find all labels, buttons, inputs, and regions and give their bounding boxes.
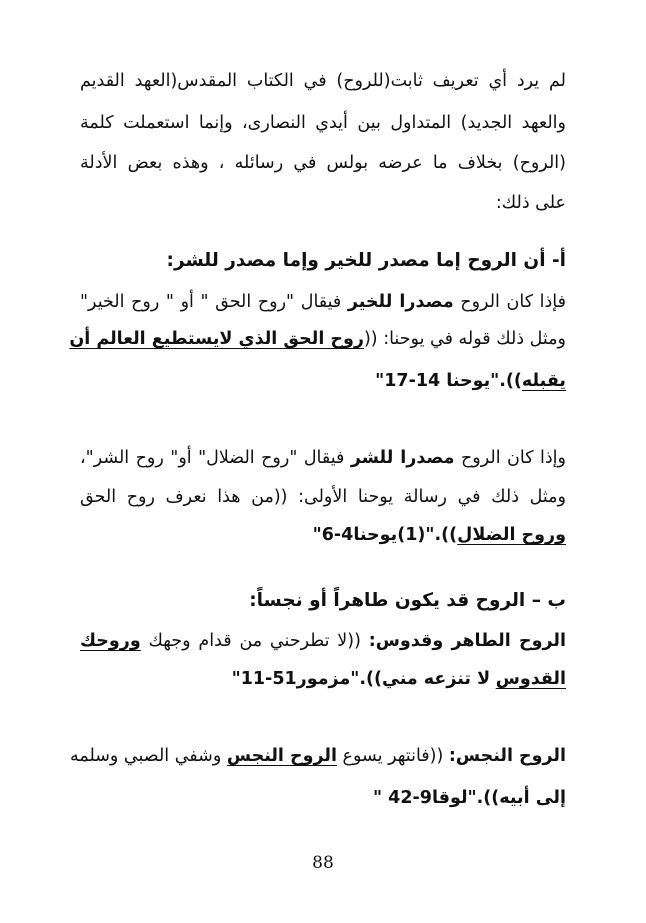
section-a-p2-line-1 — [80, 443, 566, 473]
text-span: وإذا كان الروح — [461, 448, 566, 468]
intro-line-4: على ذلك: — [495, 193, 566, 213]
section-b-p2-line-2: إلى أبيه))."لوقا9-42 " — [372, 788, 566, 808]
underlined-quote: الروح النجس — [226, 746, 337, 766]
text-span: فإذا كان الروح — [460, 292, 566, 312]
section-b-p2-line-1 — [69, 741, 566, 771]
citation: ))."يوحنا 14-17" — [375, 371, 522, 391]
intro-line-1: لم يرد أي تعريف ثابت(للروح) في الكتاب المقدس(العهد القديم — [80, 71, 566, 91]
citation: ))."(1)يوحنا4-6" — [312, 525, 458, 545]
intro-line-2: والعهد الجديد) المتداول بين أيدي النصارى، وإنما استعملت كلمة — [80, 113, 566, 133]
text-span: ((فانتهر يسوع — [342, 746, 444, 766]
text-span: ومثل ذلك قوله في يوحنا: (( — [363, 329, 566, 349]
text-span: وشفي الصبي وسلمه — [69, 746, 222, 766]
bold-phrase: الروح النجس: — [448, 746, 566, 766]
section-a-p1-line-1 — [80, 287, 566, 317]
section-a-p1-line-3 — [80, 366, 566, 396]
underlined-quote: القدوس — [495, 669, 566, 689]
section-a-p2-line-3 — [80, 520, 566, 550]
section-a-heading: أ- أن الروح إما مصدر للخير وإما مصدر للشر: — [166, 250, 566, 271]
page-number: 88 — [312, 853, 334, 873]
bold-phrase: مصدرا للشر — [350, 448, 455, 468]
citation: لا تنزعه مني))."مزمور51-11" — [231, 669, 491, 689]
intro-line-3: (الروح) بخلاف ما عرضه بولس في رسائله ، وهذه بعض الأدلة — [80, 153, 566, 173]
underlined-quote: وروحك — [80, 631, 141, 651]
section-b-p1-line-2 — [80, 664, 566, 694]
underlined-quote: وروح الضلال — [457, 525, 566, 545]
bold-phrase: مصدرا للخير — [347, 292, 454, 312]
bold-phrase: الروح الطاهر وقدوس: — [368, 631, 566, 651]
section-b-heading: ب – الروح قد يكون طاهراً أو نجساً: — [249, 590, 566, 611]
section-a-p2-line-2: ومثل ذلك في رسالة يوحنا الأولى: ((من هذا نعرف روح الحق — [80, 487, 566, 507]
section-a-p1-line-2 — [69, 324, 566, 354]
underlined-quote: يقبله — [521, 371, 566, 391]
text-span: ((لا تطرحني من قدام وجهك — [148, 631, 361, 651]
text-span: فيقال "روح الحق " أو " روح الخير" — [80, 292, 342, 312]
section-b-p1-line-1 — [80, 626, 566, 656]
text-span: فيقال "روح الضلال" أو" روح الشر"، — [80, 448, 345, 468]
underlined-quote: روح الحق الذي لايستطيع العالم أن — [69, 329, 364, 349]
